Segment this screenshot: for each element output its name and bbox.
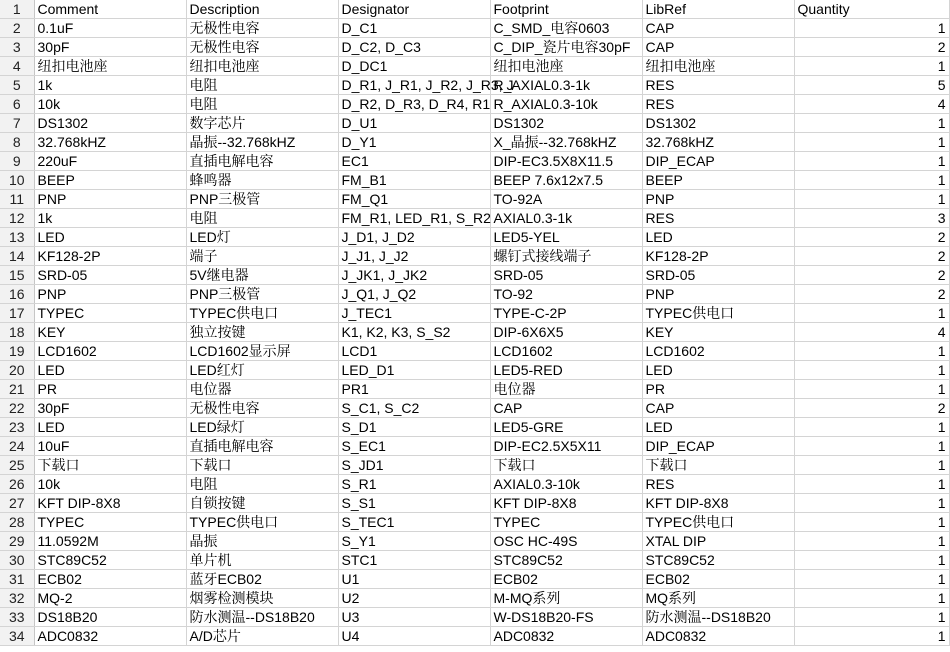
cell-comment[interactable]: DS18B20	[34, 608, 186, 627]
table-row	[0, 513, 949, 532]
cell-designator[interactable]: S_D1	[338, 418, 490, 437]
cell-designator[interactable]: S_EC1	[338, 437, 490, 456]
cell-description[interactable]: 电阻	[186, 475, 338, 494]
cell-description[interactable]: 无极性电容	[186, 19, 338, 38]
cell-quantity[interactable]: 2	[794, 285, 949, 304]
cell-libref[interactable]: TYPEC供电口	[642, 513, 794, 532]
cell-libref[interactable]: LED	[642, 361, 794, 380]
cell-footprint[interactable]: LED5-YEL	[490, 228, 642, 247]
row-number[interactable]: 26	[0, 475, 34, 494]
row-number[interactable]: 7	[0, 114, 34, 133]
cell-quantity[interactable]: 1	[794, 475, 949, 494]
row-number[interactable]: 4	[0, 57, 34, 76]
row-number[interactable]: 10	[0, 171, 34, 190]
cell-description[interactable]: 5V继电器	[186, 266, 338, 285]
cell-designator[interactable]: S_TEC1	[338, 513, 490, 532]
cell-quantity[interactable]: 1	[794, 19, 949, 38]
cell-comment[interactable]: SRD-05	[34, 266, 186, 285]
table-row	[0, 361, 949, 380]
table-row	[0, 551, 949, 570]
table-row	[0, 190, 949, 209]
row-number[interactable]: 17	[0, 304, 34, 323]
cell-libref[interactable]: 纽扣电池座	[642, 57, 794, 76]
cell-description[interactable]: A/D芯片	[186, 627, 338, 646]
cell-libref[interactable]: KEY	[642, 323, 794, 342]
cell-description[interactable]: TYPEC供电口	[186, 304, 338, 323]
cell-quantity[interactable]: 1	[794, 418, 949, 437]
cell-quantity[interactable]: 1	[794, 361, 949, 380]
cell-designator[interactable]: U1	[338, 570, 490, 589]
cell-quantity[interactable]: 2	[794, 247, 949, 266]
cell-quantity[interactable]: 1	[794, 304, 949, 323]
table-row	[0, 399, 949, 418]
row-number[interactable]: 34	[0, 627, 34, 646]
table-row	[0, 95, 949, 114]
table-row	[0, 285, 949, 304]
row-number[interactable]: 11	[0, 190, 34, 209]
cell-footprint[interactable]: C_DIP_瓷片电容30pF	[490, 38, 642, 57]
row-number[interactable]: 9	[0, 152, 34, 171]
cell-footprint[interactable]: OSC HC-49S	[490, 532, 642, 551]
cell-footprint[interactable]: X_晶振--32.768kHZ	[490, 133, 642, 152]
cell-description[interactable]: 蜂鸣器	[186, 171, 338, 190]
cell-comment[interactable]: BEEP	[34, 171, 186, 190]
cell-designator[interactable]: U3	[338, 608, 490, 627]
row-number[interactable]: 31	[0, 570, 34, 589]
table-row	[0, 323, 949, 342]
cell-quantity[interactable]: 1	[794, 494, 949, 513]
cell-description[interactable]: 直插电解电容	[186, 152, 338, 171]
cell-comment[interactable]: KF128-2P	[34, 247, 186, 266]
cell-libref[interactable]: RES	[642, 209, 794, 228]
cell-comment[interactable]: 1k	[34, 76, 186, 95]
cell-quantity[interactable]: 1	[794, 589, 949, 608]
table-row	[0, 19, 949, 38]
table-row	[0, 380, 949, 399]
row-number[interactable]: 15	[0, 266, 34, 285]
header-cell-designator[interactable]: Designator	[338, 0, 490, 19]
cell-comment[interactable]: LED	[34, 418, 186, 437]
cell-libref[interactable]: ADC0832	[642, 627, 794, 646]
row-number[interactable]: 27	[0, 494, 34, 513]
cell-footprint[interactable]: ADC0832	[490, 627, 642, 646]
cell-comment[interactable]: PNP	[34, 190, 186, 209]
cell-designator[interactable]: FM_R1, LED_R1, S_R2	[338, 209, 490, 228]
cell-description[interactable]: 电位器	[186, 380, 338, 399]
cell-comment[interactable]: 10k	[34, 475, 186, 494]
cell-description[interactable]: 端子	[186, 247, 338, 266]
cell-designator[interactable]: D_U1	[338, 114, 490, 133]
header-cell-description[interactable]: Description	[186, 0, 338, 19]
cell-footprint[interactable]: LED5-GRE	[490, 418, 642, 437]
cell-designator[interactable]: FM_B1	[338, 171, 490, 190]
row-number[interactable]: 16	[0, 285, 34, 304]
cell-description[interactable]: 电阻	[186, 95, 338, 114]
cell-comment[interactable]: 下载口	[34, 456, 186, 475]
cell-quantity[interactable]: 1	[794, 570, 949, 589]
cell-quantity[interactable]: 1	[794, 456, 949, 475]
cell-footprint[interactable]: TO-92	[490, 285, 642, 304]
cell-designator[interactable]: PR1	[338, 380, 490, 399]
row-number[interactable]: 24	[0, 437, 34, 456]
cell-designator[interactable]: D_C2, D_C3	[338, 38, 490, 57]
table-row	[0, 570, 949, 589]
table-row	[0, 475, 949, 494]
row-number[interactable]: 21	[0, 380, 34, 399]
cell-libref[interactable]: DIP_ECAP	[642, 152, 794, 171]
cell-comment[interactable]: 10uF	[34, 437, 186, 456]
table-row	[0, 532, 949, 551]
cell-footprint[interactable]: DIP-EC2.5X5X11	[490, 437, 642, 456]
table-row	[0, 228, 949, 247]
cell-designator[interactable]: STC1	[338, 551, 490, 570]
cell-description[interactable]: 无极性电容	[186, 38, 338, 57]
cell-comment[interactable]: LED	[34, 361, 186, 380]
cell-libref[interactable]: RES	[642, 76, 794, 95]
cell-libref[interactable]: ECB02	[642, 570, 794, 589]
row-number[interactable]: 19	[0, 342, 34, 361]
cell-quantity[interactable]: 1	[794, 437, 949, 456]
cell-footprint[interactable]: KFT DIP-8X8	[490, 494, 642, 513]
cell-libref[interactable]: CAP	[642, 38, 794, 57]
table-row	[0, 57, 949, 76]
table-row	[0, 266, 949, 285]
cell-libref[interactable]: STC89C52	[642, 551, 794, 570]
cell-comment[interactable]: KEY	[34, 323, 186, 342]
table-row	[0, 304, 949, 323]
cell-libref[interactable]: KFT DIP-8X8	[642, 494, 794, 513]
cell-designator[interactable]: FM_Q1	[338, 190, 490, 209]
cell-comment[interactable]: DS1302	[34, 114, 186, 133]
table-row	[0, 171, 949, 190]
cell-designator[interactable]: D_Y1	[338, 133, 490, 152]
cell-designator[interactable]: D_DC1	[338, 57, 490, 76]
cell-libref[interactable]: LED	[642, 228, 794, 247]
cell-description[interactable]: 防水测温--DS18B20	[186, 608, 338, 627]
row-number[interactable]: 3	[0, 38, 34, 57]
cell-footprint[interactable]: R_AXIAL0.3-10k	[490, 95, 642, 114]
table-row	[0, 418, 949, 437]
cell-libref[interactable]: 防水测温--DS18B20	[642, 608, 794, 627]
cell-footprint[interactable]: SRD-05	[490, 266, 642, 285]
row-number[interactable]: 33	[0, 608, 34, 627]
cell-comment[interactable]: 11.0592M	[34, 532, 186, 551]
cell-comment[interactable]: TYPEC	[34, 513, 186, 532]
row-number[interactable]: 8	[0, 133, 34, 152]
cell-description[interactable]: 单片机	[186, 551, 338, 570]
cell-designator[interactable]: S_C1, S_C2	[338, 399, 490, 418]
cell-comment[interactable]: PNP	[34, 285, 186, 304]
cell-libref[interactable]: CAP	[642, 19, 794, 38]
cell-quantity[interactable]: 1	[794, 114, 949, 133]
cell-quantity[interactable]: 4	[794, 95, 949, 114]
cell-libref[interactable]: PNP	[642, 190, 794, 209]
cell-quantity[interactable]: 1	[794, 608, 949, 627]
table-row	[0, 437, 949, 456]
cell-footprint[interactable]: AXIAL0.3-1k	[490, 209, 642, 228]
cell-libref[interactable]: PR	[642, 380, 794, 399]
cell-footprint[interactable]: M-MQ系列	[490, 589, 642, 608]
header-row	[0, 0, 949, 19]
cell-description[interactable]: 烟雾检测模块	[186, 589, 338, 608]
cell-description[interactable]: 晶振	[186, 532, 338, 551]
cell-libref[interactable]: 下载口	[642, 456, 794, 475]
cell-description[interactable]: LED红灯	[186, 361, 338, 380]
cell-libref[interactable]: LED	[642, 418, 794, 437]
cell-quantity[interactable]: 2	[794, 228, 949, 247]
row-number[interactable]: 12	[0, 209, 34, 228]
table-row	[0, 456, 949, 475]
cell-comment[interactable]: ADC0832	[34, 627, 186, 646]
cell-quantity[interactable]: 1	[794, 532, 949, 551]
cell-libref[interactable]: XTAL DIP	[642, 532, 794, 551]
row-number[interactable]: 2	[0, 19, 34, 38]
row-number[interactable]: 20	[0, 361, 34, 380]
cell-footprint[interactable]: TO-92A	[490, 190, 642, 209]
cell-footprint[interactable]: 下载口	[490, 456, 642, 475]
cell-libref[interactable]: MQ系列	[642, 589, 794, 608]
cell-description[interactable]: TYPEC供电口	[186, 513, 338, 532]
cell-description[interactable]: 数字芯片	[186, 114, 338, 133]
table-row	[0, 114, 949, 133]
cell-libref[interactable]: LCD1602	[642, 342, 794, 361]
table-row	[0, 38, 949, 57]
cell-libref[interactable]: TYPEC供电口	[642, 304, 794, 323]
cell-comment[interactable]: 32.768kHZ	[34, 133, 186, 152]
cell-footprint[interactable]: STC89C52	[490, 551, 642, 570]
cell-description[interactable]: LED灯	[186, 228, 338, 247]
cell-footprint[interactable]: 纽扣电池座	[490, 57, 642, 76]
row-number[interactable]: 1	[0, 0, 34, 19]
cell-comment[interactable]: ECB02	[34, 570, 186, 589]
row-number[interactable]: 18	[0, 323, 34, 342]
cell-description[interactable]: 蓝牙ECB02	[186, 570, 338, 589]
cell-designator[interactable]: J_D1, J_D2	[338, 228, 490, 247]
cell-footprint[interactable]: LCD1602	[490, 342, 642, 361]
cell-footprint[interactable]: LED5-RED	[490, 361, 642, 380]
table-row	[0, 152, 949, 171]
cell-designator[interactable]: LCD1	[338, 342, 490, 361]
row-number[interactable]: 23	[0, 418, 34, 437]
cell-comment[interactable]: 1k	[34, 209, 186, 228]
cell-footprint[interactable]: AXIAL0.3-10k	[490, 475, 642, 494]
cell-footprint[interactable]: R_AXIAL0.3-1k	[490, 76, 642, 95]
table-row	[0, 209, 949, 228]
cell-designator[interactable]: S_R1	[338, 475, 490, 494]
cell-quantity[interactable]: 3	[794, 209, 949, 228]
cell-comment[interactable]: MQ-2	[34, 589, 186, 608]
cell-comment[interactable]: KFT DIP-8X8	[34, 494, 186, 513]
cell-comment[interactable]: 0.1uF	[34, 19, 186, 38]
cell-quantity[interactable]: 1	[794, 380, 949, 399]
cell-footprint[interactable]: ECB02	[490, 570, 642, 589]
table-row	[0, 627, 949, 646]
cell-libref[interactable]: RES	[642, 475, 794, 494]
cell-comment[interactable]: 30pF	[34, 399, 186, 418]
cell-designator[interactable]: S_JD1	[338, 456, 490, 475]
cell-libref[interactable]: PNP	[642, 285, 794, 304]
row-number[interactable]: 29	[0, 532, 34, 551]
cell-comment[interactable]: TYPEC	[34, 304, 186, 323]
cell-footprint[interactable]: BEEP 7.6x12x7.5	[490, 171, 642, 190]
cell-comment[interactable]: 30pF	[34, 38, 186, 57]
cell-footprint[interactable]: DIP-6X6X5	[490, 323, 642, 342]
cell-quantity[interactable]: 5	[794, 76, 949, 95]
cell-description[interactable]: 晶振--32.768kHZ	[186, 133, 338, 152]
cell-designator[interactable]: J_J1, J_J2	[338, 247, 490, 266]
cell-footprint[interactable]: TYPE-C-2P	[490, 304, 642, 323]
cell-quantity[interactable]: 1	[794, 152, 949, 171]
cell-description[interactable]: 电阻	[186, 76, 338, 95]
cell-designator[interactable]: J_Q1, J_Q2	[338, 285, 490, 304]
cell-description[interactable]: PNP三极管	[186, 285, 338, 304]
table-row	[0, 247, 949, 266]
table-row	[0, 589, 949, 608]
cell-quantity[interactable]: 1	[794, 133, 949, 152]
cell-footprint[interactable]: W-DS18B20-FS	[490, 608, 642, 627]
cell-designator[interactable]: K1, K2, K3, S_S2	[338, 323, 490, 342]
row-number[interactable]: 14	[0, 247, 34, 266]
table-row	[0, 133, 949, 152]
cell-description[interactable]: LED绿灯	[186, 418, 338, 437]
cell-libref[interactable]: SRD-05	[642, 266, 794, 285]
row-number[interactable]: 25	[0, 456, 34, 475]
cell-description[interactable]: PNP三极管	[186, 190, 338, 209]
cell-libref[interactable]: BEEP	[642, 171, 794, 190]
cell-designator[interactable]: J_JK1, J_JK2	[338, 266, 490, 285]
cell-libref[interactable]: RES	[642, 95, 794, 114]
row-number[interactable]: 13	[0, 228, 34, 247]
cell-description[interactable]: 直插电解电容	[186, 437, 338, 456]
cell-description[interactable]: 纽扣电池座	[186, 57, 338, 76]
table-row	[0, 342, 949, 361]
row-number[interactable]: 6	[0, 95, 34, 114]
cell-quantity[interactable]: 1	[794, 342, 949, 361]
header-cell-footprint[interactable]: Footprint	[490, 0, 642, 19]
cell-footprint[interactable]: 螺钉式接线端子	[490, 247, 642, 266]
cell-libref[interactable]: DIP_ECAP	[642, 437, 794, 456]
cell-quantity[interactable]: 1	[794, 513, 949, 532]
row-number[interactable]: 32	[0, 589, 34, 608]
cell-description[interactable]: 电阻	[186, 209, 338, 228]
cell-comment[interactable]: STC89C52	[34, 551, 186, 570]
row-number[interactable]: 30	[0, 551, 34, 570]
cell-quantity[interactable]: 1	[794, 190, 949, 209]
cell-footprint[interactable]: C_SMD_电容0603	[490, 19, 642, 38]
table-row	[0, 494, 949, 513]
cell-designator[interactable]: J_TEC1	[338, 304, 490, 323]
cell-quantity[interactable]: 2	[794, 266, 949, 285]
cell-designator[interactable]: U4	[338, 627, 490, 646]
row-number[interactable]: 22	[0, 399, 34, 418]
cell-libref[interactable]: 32.768kHZ	[642, 133, 794, 152]
cell-description[interactable]: 下载口	[186, 456, 338, 475]
cell-quantity[interactable]: 1	[794, 171, 949, 190]
cell-footprint[interactable]: DIP-EC3.5X8X11.5	[490, 152, 642, 171]
cell-libref[interactable]: KF128-2P	[642, 247, 794, 266]
header-cell-quantity[interactable]: Quantity	[794, 0, 949, 19]
cell-quantity[interactable]: 1	[794, 551, 949, 570]
cell-designator[interactable]: D_R1, J_R1, J_R2, J_R3, J	[338, 76, 490, 95]
cell-comment[interactable]: 220uF	[34, 152, 186, 171]
cell-quantity[interactable]: 2	[794, 38, 949, 57]
cell-designator[interactable]: S_Y1	[338, 532, 490, 551]
header-cell-libref[interactable]: LibRef	[642, 0, 794, 19]
table-row	[0, 608, 949, 627]
cell-designator[interactable]: D_R2, D_R3, D_R4, R1	[338, 95, 490, 114]
cell-footprint[interactable]: DS1302	[490, 114, 642, 133]
row-number[interactable]: 5	[0, 76, 34, 95]
cell-designator[interactable]: S_S1	[338, 494, 490, 513]
cell-designator[interactable]: EC1	[338, 152, 490, 171]
cell-comment[interactable]: PR	[34, 380, 186, 399]
cell-quantity[interactable]: 4	[794, 323, 949, 342]
header-cell-comment[interactable]: Comment	[34, 0, 186, 19]
cell-footprint[interactable]: TYPEC	[490, 513, 642, 532]
cell-quantity[interactable]: 2	[794, 399, 949, 418]
row-number[interactable]: 28	[0, 513, 34, 532]
cell-footprint[interactable]: 电位器	[490, 380, 642, 399]
cell-description[interactable]: LCD1602显示屏	[186, 342, 338, 361]
cell-quantity[interactable]: 1	[794, 627, 949, 646]
cell-comment[interactable]: LCD1602	[34, 342, 186, 361]
cell-designator[interactable]: U2	[338, 589, 490, 608]
cell-designator[interactable]: LED_D1	[338, 361, 490, 380]
cell-libref[interactable]: CAP	[642, 399, 794, 418]
cell-description[interactable]: 独立按键	[186, 323, 338, 342]
cell-comment[interactable]: 纽扣电池座	[34, 57, 186, 76]
cell-comment[interactable]: LED	[34, 228, 186, 247]
cell-quantity[interactable]: 1	[794, 57, 949, 76]
cell-designator[interactable]: D_C1	[338, 19, 490, 38]
table-row	[0, 76, 949, 95]
cell-footprint[interactable]: CAP	[490, 399, 642, 418]
cell-libref[interactable]: DS1302	[642, 114, 794, 133]
cell-description[interactable]: 自锁按键	[186, 494, 338, 513]
cell-description[interactable]: 无极性电容	[186, 399, 338, 418]
cell-comment[interactable]: 10k	[34, 95, 186, 114]
